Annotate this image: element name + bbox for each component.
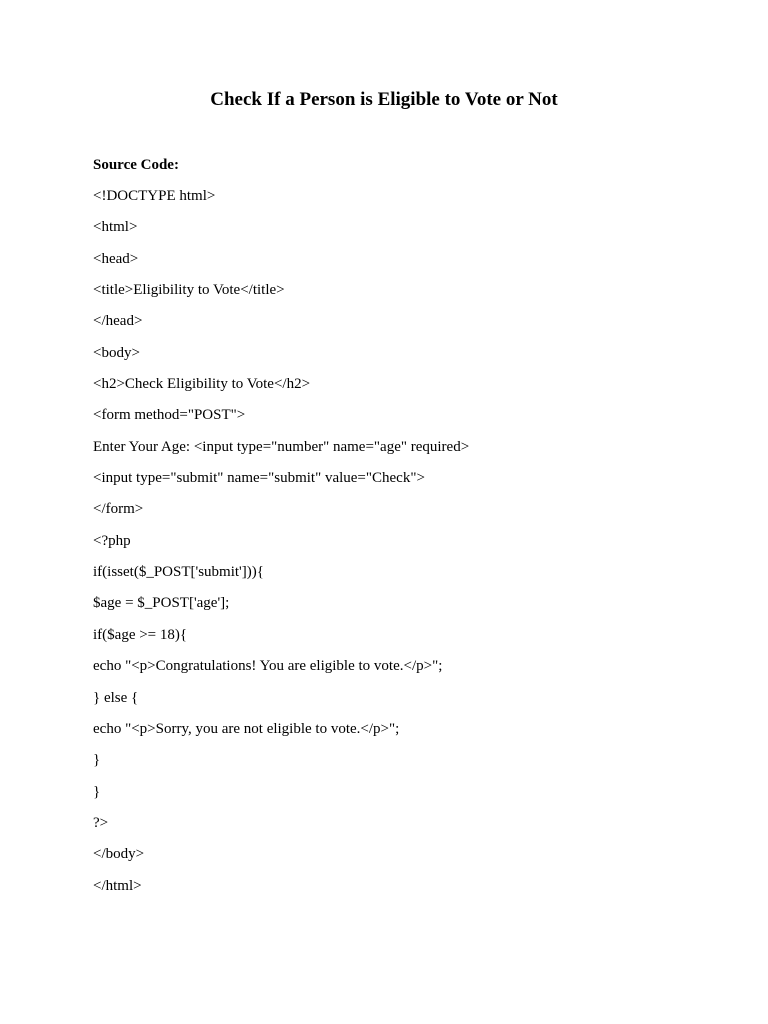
page-title: Check If a Person is Eligible to Vote or Not <box>210 89 558 110</box>
code-line: if($age >= 18){ <box>93 626 188 643</box>
source-code-label: Source Code: <box>93 157 179 173</box>
code-line: <?php <box>93 532 131 549</box>
code-line: } else { <box>93 689 139 706</box>
code-line: </form> <box>93 501 144 518</box>
code-line: <head> <box>93 250 139 267</box>
code-block <box>93 185 469 906</box>
code-line: Enter Your Age: <input type="number" name="age" required> <box>93 438 470 455</box>
code-line: <html> <box>93 219 138 236</box>
code-line: if(isset($_POST['submit'])){ <box>93 564 264 581</box>
code-line: <body> <box>93 344 140 361</box>
code-line: <!DOCTYPE html> <box>93 188 216 204</box>
code-line: <title>Eligibility to Vote</title> <box>93 282 285 299</box>
code-line: </head> <box>93 313 143 330</box>
code-line: </html> <box>93 877 142 894</box>
code-line: <form method="POST"> <box>93 407 246 424</box>
code-line: <h2>Check Eligibility to Vote</h2> <box>93 376 311 393</box>
code-line: } <box>93 752 101 769</box>
code-line: ?> <box>93 814 109 831</box>
code-line: echo "<p>Sorry, you are not eligible to vote.</p>"; <box>93 720 400 737</box>
code-line: <input type="submit" name="submit" value="Check"> <box>93 470 425 487</box>
code-line: $age = $_POST['age']; <box>93 595 230 612</box>
code-line: </body> <box>93 846 145 863</box>
code-line: echo "<p>Congratulations! You are eligible to vote.</p>"; <box>93 658 443 675</box>
code-line: } <box>93 783 101 800</box>
